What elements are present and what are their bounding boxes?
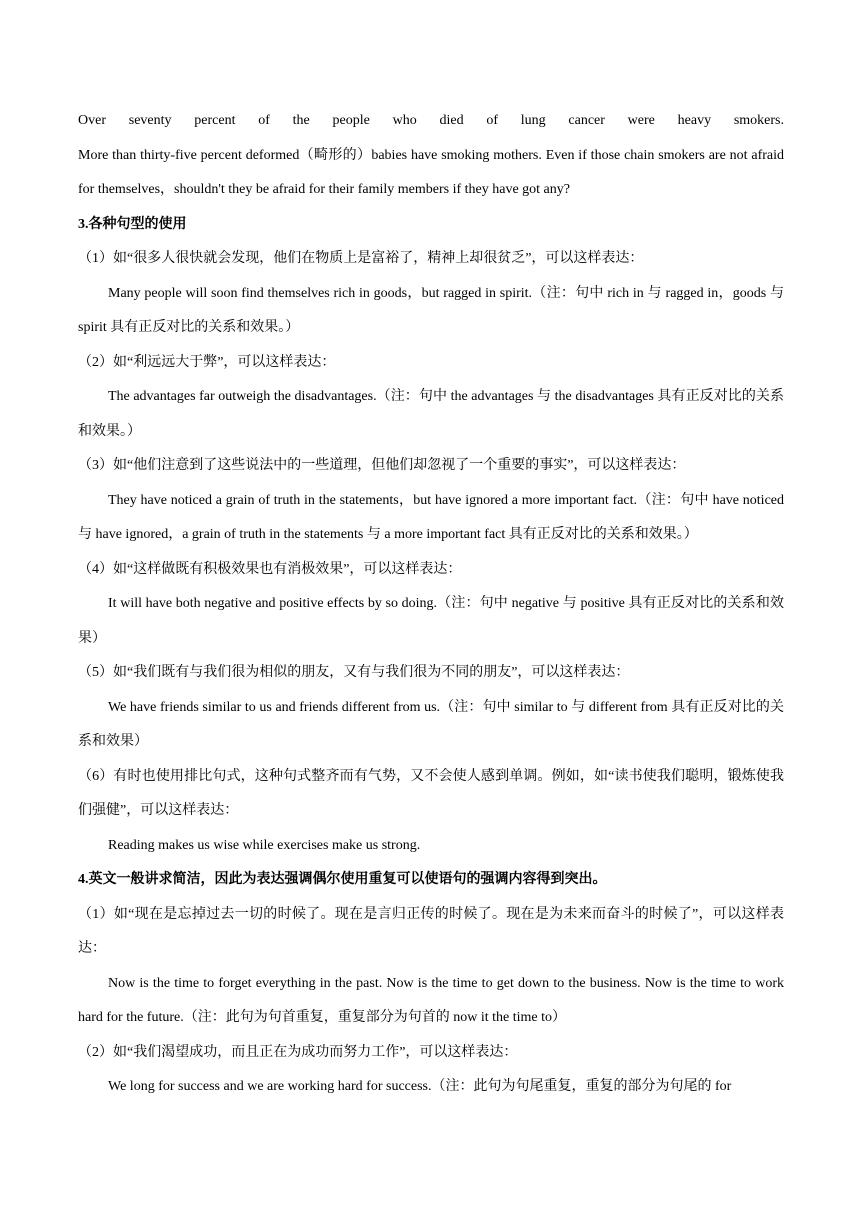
- section-3-item-6-example: Reading makes us wise while exercises make us strong.: [108, 837, 421, 853]
- intro-line-1: Over seventy percent of the people who died of lung cancer were heavy smokers.: [78, 113, 784, 128]
- section-4-item-1-label: （1）如“现在是忘掉过去一切的时候了。现在是言归正传的时候了。现在是为未来而奋斗的时候了”，可以这样表达：: [78, 906, 784, 956]
- section-3-item-3-example: They have noticed a grain of truth in the statements，but have ignored a more important fact.（注：句中 have noticed 与 have ignored，a grain of truth in the statements 与 a more important fact 具有正反对比的关系和效果。）: [78, 492, 784, 542]
- document-body: [78, 104, 784, 1105]
- section-4-heading: 4.英文一般讲求简洁，因此为表达强调偶尔使用重复可以使语句的强调内容得到突出。: [78, 872, 607, 887]
- section-3-item-2-example: The advantages far outweigh the disadvantages.（注：句中 the advantages 与 the disadvantages 具有正反对比的关系和效果。）: [78, 389, 784, 439]
- section-4-item-1-example: Now is the time to forget everything in the past. Now is the time to get down to the business. Now is the time to work hard for the future.（注：此句为句首重复，重复部分为句首的 now it the time to）: [78, 975, 784, 1025]
- intro-paragraph-rest: More than thirty-five percent deformed（畸形的）babies have smoking mothers. Even if those chain smokers are not afraid for themselves，shouldn't they be afraid for their family members if they have got any?: [78, 147, 784, 197]
- section-3-item-5-label: （5）如“我们既有与我们很为相似的朋友，又有与我们很为不同的朋友”，可以这样表达：: [78, 665, 630, 680]
- section-3-item-5-example: We have friends similar to us and friends different from us.（注：句中 similar to 与 different from 具有正反对比的关系和效果）: [78, 699, 784, 749]
- section-3-item-4-example: It will have both negative and positive effects by so doing.（注：句中 negative 与 positive 具有正反对比的关系和效果）: [78, 596, 784, 646]
- section-3-item-1-label: （1）如“很多人很快就会发现，他们在物质上是富裕了，精神上却很贫乏”，可以这样表达：: [78, 251, 644, 266]
- section-4-item-2-example: We long for success and we are working hard for success.（注：此句为句尾重复，重复的部分为句尾的 for: [108, 1079, 732, 1094]
- section-3-item-4-label: （4）如“这样做既有积极效果也有消极效果”，可以这样表达：: [78, 561, 462, 577]
- section-3-item-2-label: （2）如“利远远大于弊”，可以这样表达：: [78, 354, 336, 370]
- section-3-item-1-example: Many people will soon find themselves rich in goods，but ragged in spirit.（注：句中 rich in 与 ragged in，goods 与 spirit 具有正反对比的关系和效果。）: [78, 285, 784, 335]
- section-4-item-2-label: （2）如“我们渴望成功，而且正在为成功而努力工作”，可以这样表达：: [78, 1044, 518, 1060]
- section-3-item-6-label: （6）有时也使用排比句式，这种句式整齐而有气势，又不会使人感到单调。例如，如“读书使我们聪明，锻炼使我们强健”，可以这样表达：: [78, 768, 784, 818]
- section-3-item-3-label: （3）如“他们注意到了这些说法中的一些道理，但他们却忽视了一个重要的事实”，可以这样表达：: [78, 458, 686, 473]
- section-3-heading: 3.各种句型的使用: [78, 216, 187, 232]
